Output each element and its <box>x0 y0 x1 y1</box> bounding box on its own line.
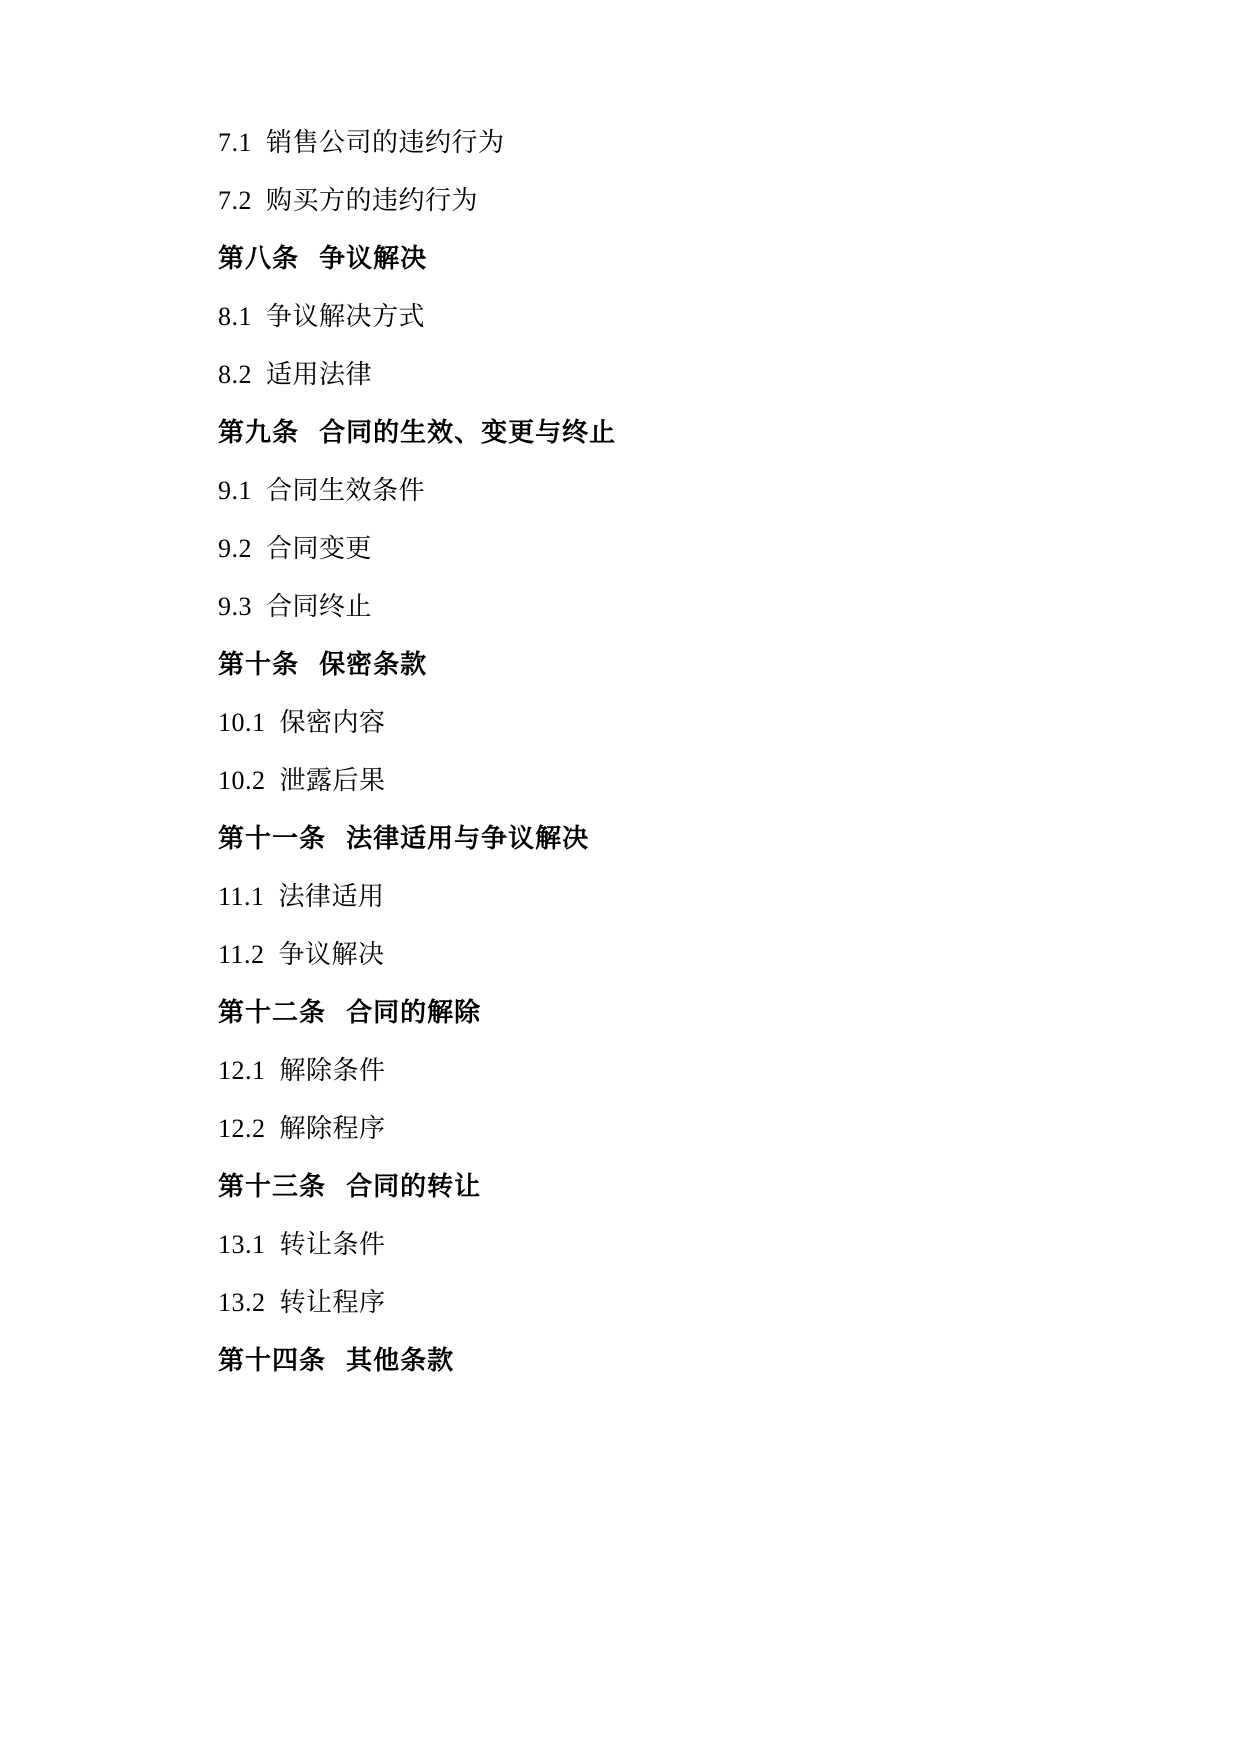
section-subitem: 9.3 合同终止 <box>218 592 373 621</box>
section-heading: 第十四条 其他条款 <box>218 1346 455 1376</box>
section-subitem: 13.1 转让条件 <box>218 1230 386 1259</box>
section-subitem: 10.2 泄露后果 <box>218 766 386 795</box>
section-subitem: 11.1 法律适用 <box>218 882 385 911</box>
section-heading: 第十二条 合同的解除 <box>218 998 482 1028</box>
section-subitem: 8.1 争议解决方式 <box>218 302 426 331</box>
section-heading: 第十条 保密条款 <box>218 650 428 680</box>
section-subitem: 8.2 适用法律 <box>218 360 373 389</box>
section-heading: 第八条 争议解决 <box>218 244 428 274</box>
section-subitem: 9.1 合同生效条件 <box>218 476 426 505</box>
section-heading: 第十一条 法律适用与争议解决 <box>218 824 590 854</box>
document-body <box>218 130 1060 1374</box>
section-subitem: 10.1 保密内容 <box>218 708 386 737</box>
section-subitem: 7.1 销售公司的违约行为 <box>218 128 505 157</box>
section-heading: 第十三条 合同的转让 <box>218 1172 482 1202</box>
section-subitem: 7.2 购买方的违约行为 <box>218 186 479 215</box>
section-subitem: 12.1 解除条件 <box>218 1056 386 1085</box>
section-subitem: 9.2 合同变更 <box>218 534 373 563</box>
section-subitem: 11.2 争议解决 <box>218 940 385 969</box>
section-subitem: 12.2 解除程序 <box>218 1114 386 1143</box>
section-subitem: 13.2 转让程序 <box>218 1288 386 1317</box>
section-heading: 第九条 合同的生效、变更与终止 <box>218 418 617 448</box>
